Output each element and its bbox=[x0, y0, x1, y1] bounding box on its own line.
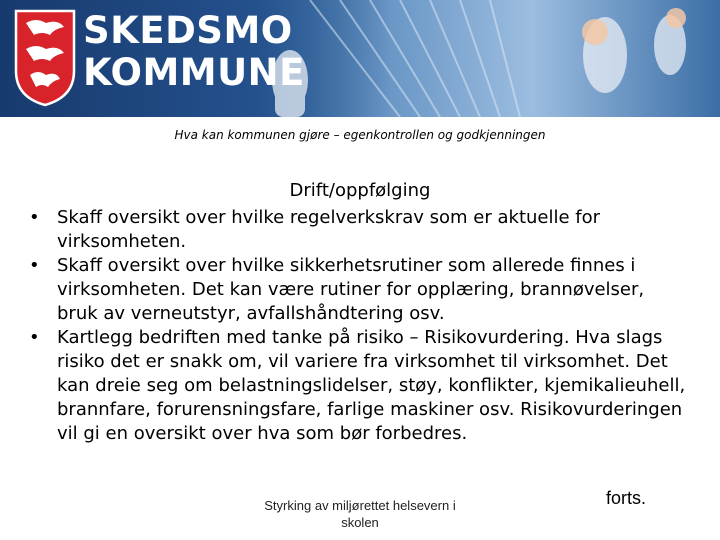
footer-caption bbox=[250, 497, 470, 531]
brand-line-1: SKEDSMO bbox=[83, 9, 293, 52]
brand-name bbox=[83, 10, 305, 94]
footer-line-2: skolen bbox=[341, 515, 379, 530]
banner-photo bbox=[250, 0, 720, 117]
slide-heading: Drift/oppfølging bbox=[289, 180, 431, 201]
bullet-list bbox=[0, 206, 690, 446]
continued-label: forts. bbox=[606, 488, 647, 508]
list-item: • Kartlegg bedriften med tanke på risiko – Risikovurdering. Hva slags risiko det er snakk om, vil variere fra virksomhet til virksomhet. Det kan dreie seg om belastningslidelser, støy, konflikter, kjemikalieuhell, brannfare, forurensningsfare, farlige maskiner osv. Risikovurderingen vil gi en oversikt over hva som bør forbedres. bbox=[0, 326, 690, 446]
header-banner bbox=[0, 0, 720, 117]
list-item: • Skaff oversikt over hvilke regelverkskrav som er aktuelle for virksomheten. bbox=[0, 206, 690, 254]
slide-subtitle: Hva kan kommunen gjøre – egenkontrollen og godkjenningen bbox=[174, 128, 546, 142]
footer-line-1: Styrking av miljørettet helsevern i bbox=[264, 498, 456, 513]
brand-line-2: KOMMUNE bbox=[83, 51, 305, 94]
coat-of-arms-icon bbox=[14, 9, 76, 107]
list-item: • Skaff oversikt over hvilke sikkerhetsrutiner som allerede finnes i virksomheten. Det kan være rutiner for opplæring, brannøvelser, bruk av verneutstyr, avfallshåndtering osv. bbox=[0, 254, 690, 326]
